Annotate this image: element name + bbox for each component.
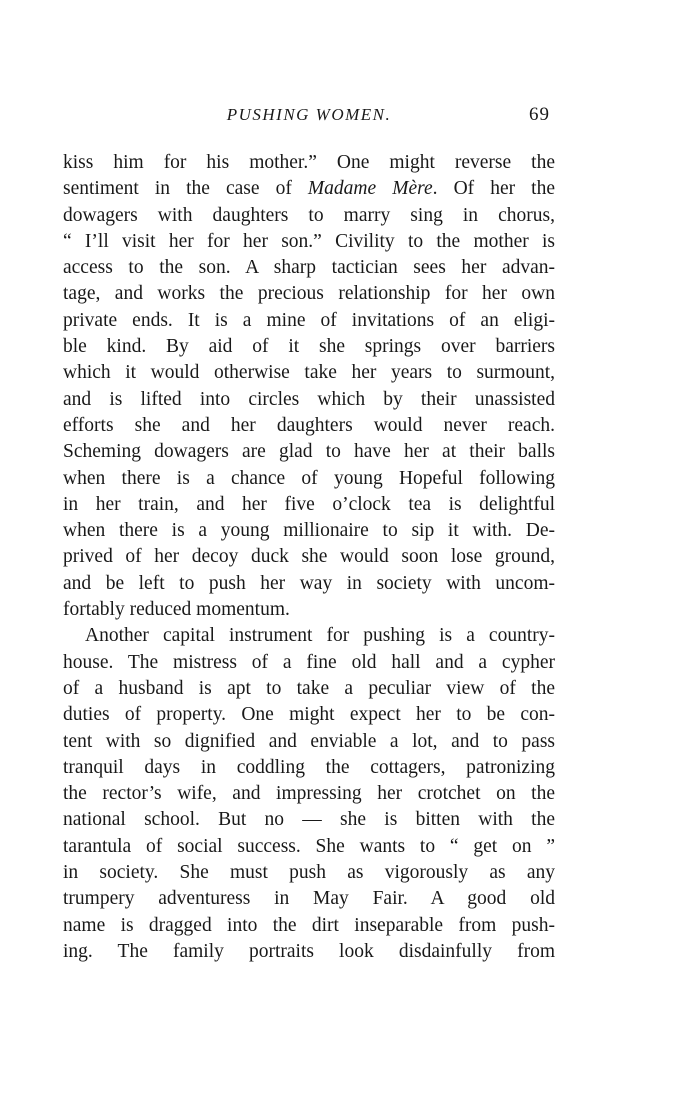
text-line: [63, 413, 555, 439]
text-segment: tranquil days in coddling the cottagers, patronizing: [63, 756, 555, 778]
text-line: [63, 492, 555, 518]
body-text: [63, 150, 555, 965]
text-segment: ing. The family portraits look disdainfully from: [63, 940, 555, 962]
text-line: [63, 150, 555, 176]
text-segment: efforts she and her daughters would never reach.: [63, 414, 555, 436]
running-title: PUSHING WOMEN.: [226, 105, 392, 124]
text-segment: duties of property. One might expect her to be con-: [63, 704, 555, 726]
text-line: [63, 676, 555, 702]
text-line: [63, 886, 555, 912]
text-line: [63, 623, 555, 649]
text-segment: tent with so dignified and enviable a lot, and to pass: [63, 730, 555, 752]
text-segment: and be left to push her way in society with uncom-: [63, 572, 555, 594]
text-segment: sentiment in the case of: [63, 178, 308, 200]
text-line: [63, 781, 555, 807]
text-line: [63, 334, 555, 360]
text-line: [63, 255, 555, 281]
text-segment: access to the son. A sharp tactician sees her advan-: [63, 257, 555, 279]
text-segment: national school. But no — she is bitten with the: [63, 809, 555, 831]
text-segment: of a husband is apt to take a peculiar view of the: [63, 677, 555, 699]
paragraph: [63, 150, 555, 623]
text-segment: dowagers with daughters to marry sing in chorus,: [63, 204, 555, 226]
text-line: [63, 203, 555, 229]
text-segment: when there is a young millionaire to sip it with. De-: [63, 520, 555, 542]
text-segment: fortably reduced momentum.: [63, 599, 290, 621]
text-line: [63, 176, 555, 202]
page-number: 69: [529, 104, 550, 125]
text-line: [63, 860, 555, 886]
text-line: [63, 702, 555, 728]
text-line: [63, 439, 555, 465]
text-segment: . Of her the: [432, 178, 555, 200]
text-line: [63, 387, 555, 413]
text-segment: private ends. It is a mine of invitations of an eligi-: [63, 309, 555, 331]
running-head: [63, 104, 555, 150]
text-segment: in society. She must push as vigorously as any: [63, 862, 555, 884]
text-line: [63, 597, 555, 623]
text-line: [63, 755, 555, 781]
text-line: [63, 360, 555, 386]
text-segment: in her train, and her five o’clock tea is delightful: [63, 493, 555, 515]
text-line: [63, 281, 555, 307]
text-line: [63, 518, 555, 544]
text-line: [63, 466, 555, 492]
paragraph: [63, 623, 555, 965]
text-line: [63, 939, 555, 965]
text-line: [63, 729, 555, 755]
text-segment: tage, and works the precious relationship for her own: [63, 283, 555, 305]
text-line: [63, 650, 555, 676]
italic-phrase: Madame Mère: [307, 178, 433, 200]
text-segment: house. The mistress of a fine old hall and a cypher: [63, 651, 555, 673]
text-segment: Scheming dowagers are glad to have her at their balls: [63, 441, 555, 463]
text-segment: Another capital instrument for pushing is a country-: [85, 625, 555, 647]
text-segment: which it would otherwise take her years to surmount,: [63, 362, 555, 384]
text-segment: trumpery adventuress in May Fair. A good old: [63, 888, 555, 910]
text-segment: ble kind. By aid of it she springs over barriers: [63, 336, 555, 358]
text-line: [63, 229, 555, 255]
text-line: [63, 807, 555, 833]
text-line: [63, 834, 555, 860]
text-segment: tarantula of social success. She wants to “ get on ”: [63, 835, 555, 857]
text-segment: prived of her decoy duck she would soon lose ground,: [63, 546, 555, 568]
text-segment: and is lifted into circles which by their unassisted: [63, 388, 555, 410]
text-line: [63, 308, 555, 334]
text-segment: name is dragged into the dirt inseparable from push-: [63, 914, 555, 936]
text-segment: when there is a chance of young Hopeful following: [63, 467, 555, 489]
text-line: [63, 571, 555, 597]
text-line: [63, 544, 555, 570]
text-segment: the rector’s wife, and impressing her crotchet on the: [63, 783, 555, 805]
text-line: [63, 913, 555, 939]
text-segment: “ I’ll visit her for her son.” Civility to the mother is: [63, 230, 555, 252]
text-segment: kiss him for his mother.” One might reverse the: [63, 152, 555, 173]
text-block: [63, 104, 555, 965]
